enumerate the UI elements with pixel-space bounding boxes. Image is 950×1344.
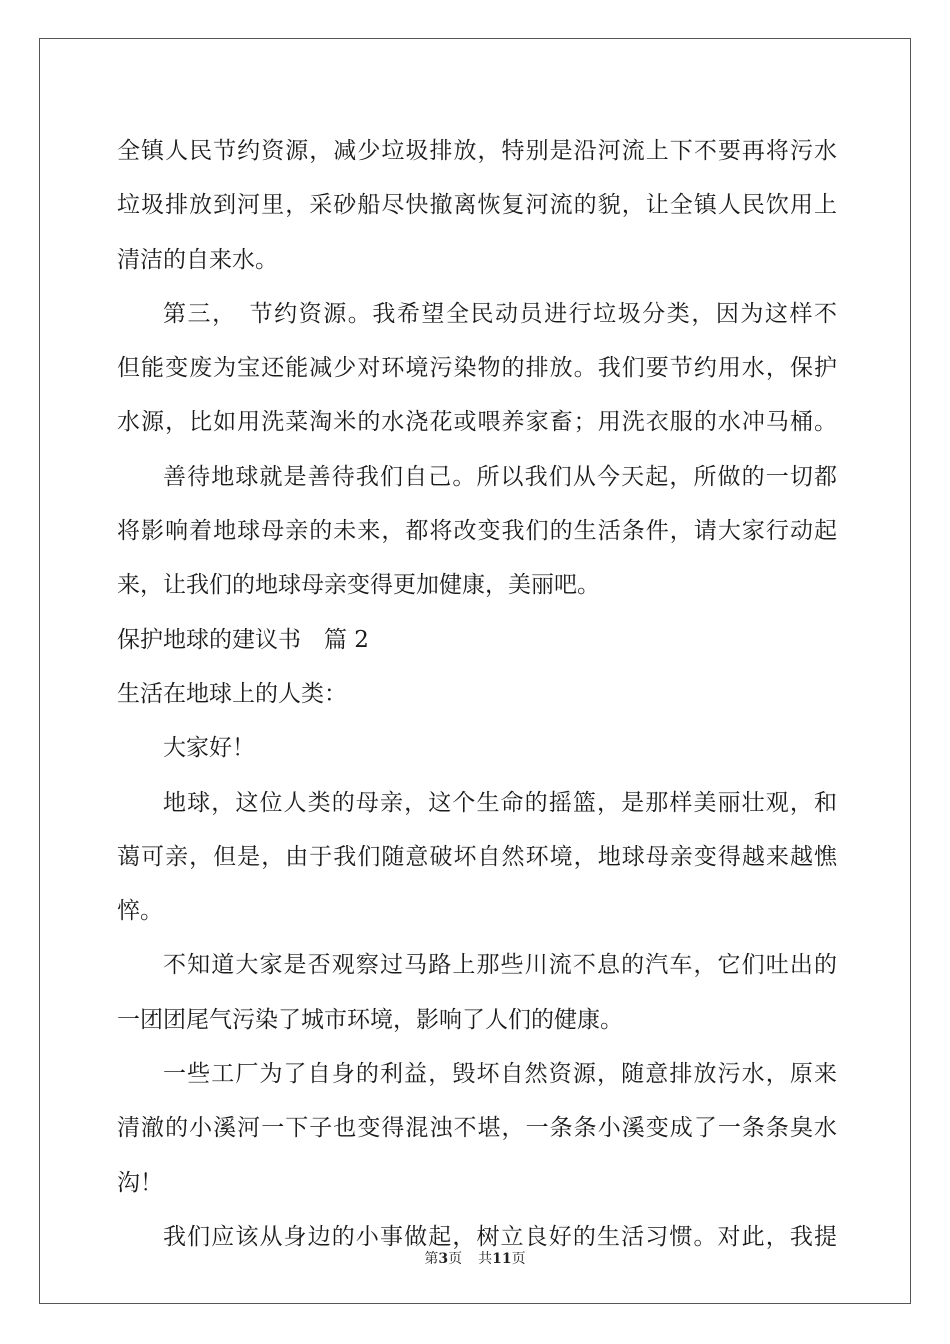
paragraph-line: 第三， 节约资源。我希望全民动员进行垃圾分类，因为这样不 xyxy=(163,300,837,327)
page-suffix: 页 xyxy=(448,1251,463,1267)
paragraph-line: 地球，这位人类的母亲，这个生命的摇篮，是那样美丽壮观，和 xyxy=(163,789,837,816)
section-heading: 保护地球的建议书 篇 2 xyxy=(117,626,369,653)
paragraph-line: 一些工厂为了自身的利益，毁坏自然资源，随意排放污水，原来 xyxy=(163,1061,837,1088)
paragraph-line: 不知道大家是否观察过马路上那些川流不息的汽车，它们吐出的 xyxy=(163,952,837,979)
paragraph-line: 沟！ xyxy=(117,1169,163,1196)
total-pages: 11 xyxy=(492,1251,512,1267)
salutation: 生活在地球上的人类： xyxy=(117,680,347,707)
paragraph-line: 蔼可亲，但是，由于我们随意破坏自然环境，地球母亲变得越来越憔 xyxy=(117,843,837,870)
paragraph-line: 水源，比如用洗菜淘米的水浇花或喂养家畜；用洗衣服的水冲马桶。 xyxy=(117,409,837,436)
paragraph-line: 垃圾排放到河里，采砂船尽快撤离恢复河流的貌，让全镇人民饮用上 xyxy=(117,192,837,219)
total-suffix: 页 xyxy=(511,1251,526,1267)
page-number: 3 xyxy=(438,1251,449,1267)
paragraph-line: 但能变废为宝还能减少对环境污染物的排放。我们要节约用水，保护 xyxy=(117,355,837,382)
document-body xyxy=(117,124,837,1264)
paragraph-line: 悴。 xyxy=(117,898,163,925)
paragraph-line: 将影响着地球母亲的未来，都将改变我们的生活条件，请大家行动起 xyxy=(117,518,837,545)
total-prefix: 共 xyxy=(478,1251,493,1267)
page-footer xyxy=(0,1248,950,1268)
paragraph-line: 善待地球就是善待我们自己。所以我们从今天起，所做的一切都 xyxy=(163,463,837,490)
page-prefix: 第 xyxy=(424,1251,439,1267)
paragraph-line: 清洁的自来水。 xyxy=(117,246,278,273)
paragraph-line: 一团团尾气污染了城市环境，影响了人们的健康。 xyxy=(117,1006,623,1033)
paragraph-line: 全镇人民节约资源，减少垃圾排放，特别是沿河流上下不要再将污水 xyxy=(117,138,837,164)
greeting: 大家好！ xyxy=(163,735,255,762)
paragraph-line: 清澈的小溪河一下子也变得混浊不堪，一条条小溪变成了一条条臭水 xyxy=(117,1115,837,1142)
paragraph-line: 我们应该从身边的小事做起，树立良好的生活习惯。对此，我提 xyxy=(163,1223,837,1250)
paragraph-line: 来，让我们的地球母亲变得更加健康，美丽吧。 xyxy=(117,572,600,599)
